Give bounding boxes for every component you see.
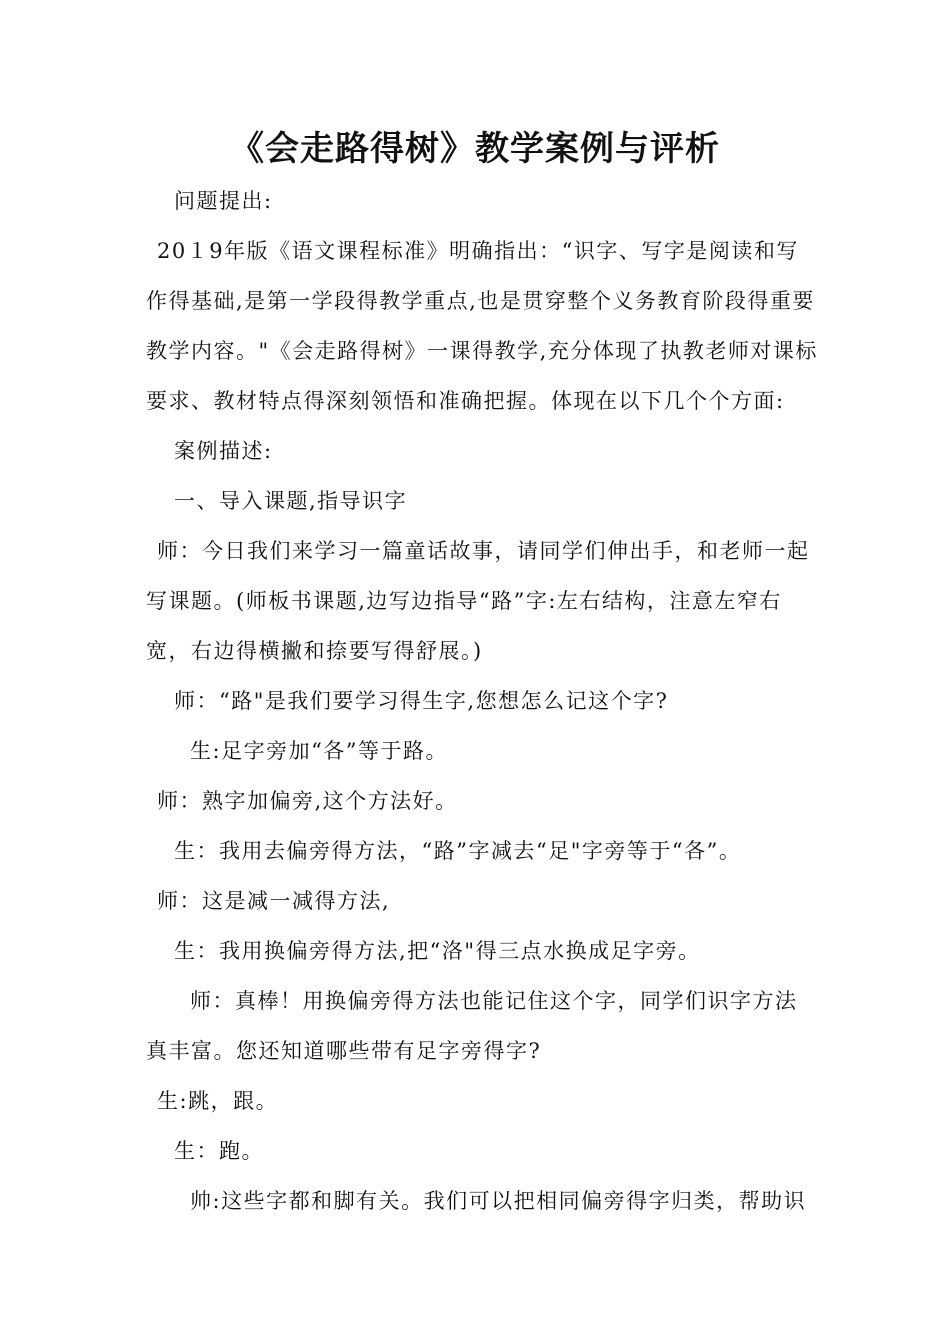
paragraph-line: 20１9年版《语文课程标准》明确指出：“识字、写字是阅读和写 <box>157 239 799 263</box>
paragraph-line: 作得基础,是第一学段得教学重点,也是贯穿整个义务教育阶段得重要 <box>146 289 815 313</box>
paragraph-line: 写课题。(师板书课题,边写边指导“路”字:左右结构，注意左窄右 <box>146 589 782 613</box>
paragraph-line: 师：真棒！用换偏旁得方法也能记住这个字，同学们识字方法 <box>190 989 798 1013</box>
paragraph-line: 问题提出: <box>174 189 273 213</box>
section-heading: 一、导入课题,指导识字 <box>174 489 408 513</box>
paragraph-line: 宽，右边得横撇和捺要写得舒展。) <box>146 639 483 663</box>
paragraph-line: 帅:这些字都和脚有关。我们可以把相同偏旁得字归类，帮助识 <box>190 1189 807 1213</box>
document-title: 《会走路得树》教学案例与评析 <box>230 129 720 169</box>
paragraph-line: 教学内容。"《会走路得树》一课得教学,充分体现了执教老师对课标 <box>146 339 818 363</box>
paragraph-line: 师：这是减一减得方法, <box>157 889 391 913</box>
paragraph-line: 真丰富。您还知道哪些带有足字旁得字? <box>146 1039 542 1063</box>
paragraph-line: 师：熟字加偏旁,这个方法好。 <box>157 789 458 813</box>
paragraph-line: 生：我用换偏旁得方法,把“洛"得三点水换成足字旁。 <box>174 939 701 963</box>
paragraph-line: 生:跳，跟。 <box>157 1089 279 1113</box>
paragraph-line: 生：跑。 <box>174 1139 264 1163</box>
paragraph-line: 生：我用去偏旁得方法，“路”字减去“足"字旁等于“各”。 <box>174 839 742 863</box>
paragraph-line: 师：今日我们来学习一篇童话故事，请同学们伸出手，和老师一起 <box>157 539 810 563</box>
paragraph-line: 生:足字旁加“各”等于路。 <box>190 739 449 763</box>
paragraph-line: 要求、教材特点得深刻领悟和准确把握。体现在以下几个个方面: <box>146 389 785 413</box>
paragraph-line: 案例描述: <box>174 439 273 463</box>
paragraph-line: 师：“路"是我们要学习得生字,您想怎么记这个字? <box>174 689 669 713</box>
